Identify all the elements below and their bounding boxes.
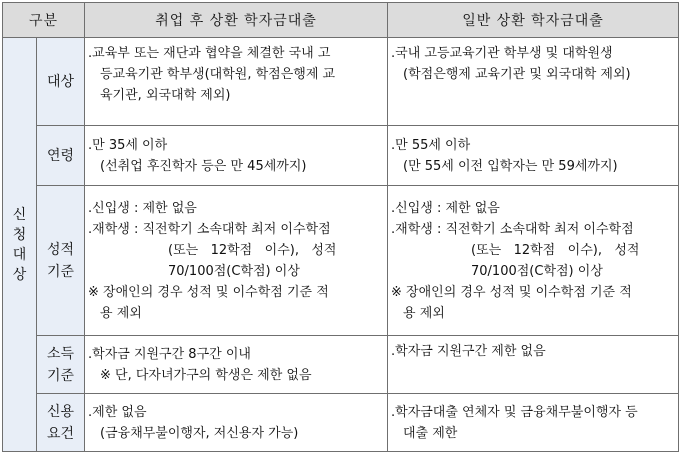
cell-age-col2 [388, 126, 679, 186]
cell-age-col1 [85, 126, 388, 186]
row-label-credit-requirement [37, 394, 85, 452]
cell-line: .학자금 지원구간 제한 없음 [391, 344, 546, 359]
row-label-income-criteria [37, 336, 85, 394]
row-label-text: 성적 [46, 241, 75, 258]
cell-line: .국내 고등교육기관 학부생 및 대학원생 [391, 46, 613, 61]
cell-line: .만 55세 이하 [391, 137, 471, 153]
header-row [3, 3, 679, 38]
row-label-text: 신용 [46, 403, 75, 420]
cell-line: .교육부 또는 재단과 협약을 체결한 국내 고 [88, 46, 331, 61]
row-label-text: 요건 [46, 425, 75, 442]
row-label-text: 기준 [46, 263, 75, 280]
side-label-char: 상 [12, 266, 27, 283]
cell-credit-col1 [85, 394, 388, 452]
cell-line: 70/100점(C학점) 이상 [168, 263, 300, 279]
side-label-char: 신 [12, 206, 27, 223]
side-label-applicants [3, 38, 37, 452]
cell-line: (선취업 후진학자 등은 만 45세까지) [100, 158, 307, 174]
cell-credit-col2 [388, 394, 679, 452]
row-label-text: 기준 [46, 367, 75, 384]
row-label-text: 연령 [46, 147, 75, 164]
cell-line: 육기관, 외국대학 제외) [100, 88, 231, 103]
cell-line: 대출 제한 [403, 425, 458, 441]
cell-income-col1 [85, 336, 388, 394]
cell-line: 등교육기관 학부생(대학원, 학점은행제 교 [100, 67, 336, 82]
cell-line: .학자금 지원구간 8구간 이내 [88, 346, 251, 362]
cell-line: 용 제외 [403, 305, 445, 321]
cell-grade-col2 [388, 186, 679, 336]
header-category: 구분 [3, 3, 85, 38]
cell-line: ※ 단, 다자녀가구의 학생은 제한 없음 [100, 367, 312, 383]
row-label-text: 소득 [46, 345, 75, 362]
cell-line: .만 35세 이하 [88, 137, 168, 153]
header-general-repayment-loan: 일반 상환 학자금대출 [388, 3, 679, 38]
header-income-contingent-loan: 취업 후 상환 학자금대출 [85, 3, 388, 38]
row-label-grade-criteria [37, 186, 85, 336]
cell-line: .신입생 : 제한 없음 [391, 200, 500, 216]
cell-line: .제한 없음 [88, 404, 147, 420]
cell-line: (금융채무불이행자, 저신용자 가능) [100, 425, 299, 441]
row-label-age [37, 126, 85, 186]
cell-target-col1 [85, 38, 388, 126]
side-label-char: 대 [12, 246, 27, 263]
row-label-text: 대상 [46, 73, 75, 90]
row-income-criteria [3, 336, 679, 394]
cell-income-col2 [388, 336, 679, 394]
row-label-target [37, 38, 85, 126]
cell-line: (또는 12학점 이수), 성적 [168, 242, 337, 258]
cell-line: ※ 장애인의 경우 성적 및 이수학점 기준 적 [88, 284, 329, 300]
row-grade-criteria [3, 186, 679, 336]
cell-line: .신입생 : 제한 없음 [88, 200, 197, 216]
row-age [3, 126, 679, 186]
cell-line: (만 55세 이전 입학자는 만 59세까지) [403, 158, 618, 174]
cell-line: 70/100점(C학점) 이상 [471, 263, 603, 279]
cell-line: .재학생 : 직전학기 소속대학 최저 이수학점 [391, 221, 634, 237]
loan-comparison-table [2, 2, 679, 452]
side-label-char: 청 [12, 226, 27, 243]
cell-grade-col1 [85, 186, 388, 336]
cell-line: ※ 장애인의 경우 성적 및 이수학점 기준 적 [391, 284, 632, 300]
cell-line: (또는 12학점 이수), 성적 [471, 242, 640, 258]
cell-line: .학자금대출 연체자 및 금융채무불이행자 등 [391, 404, 638, 420]
row-credit-requirement [3, 394, 679, 452]
row-target [3, 38, 679, 126]
cell-line: .재학생 : 직전학기 소속대학 최저 이수학점 [88, 221, 331, 237]
cell-line: (학점은행제 교육기관 및 외국대학 제외) [403, 67, 631, 82]
cell-target-col2 [388, 38, 679, 126]
cell-line: 용 제외 [100, 305, 142, 321]
